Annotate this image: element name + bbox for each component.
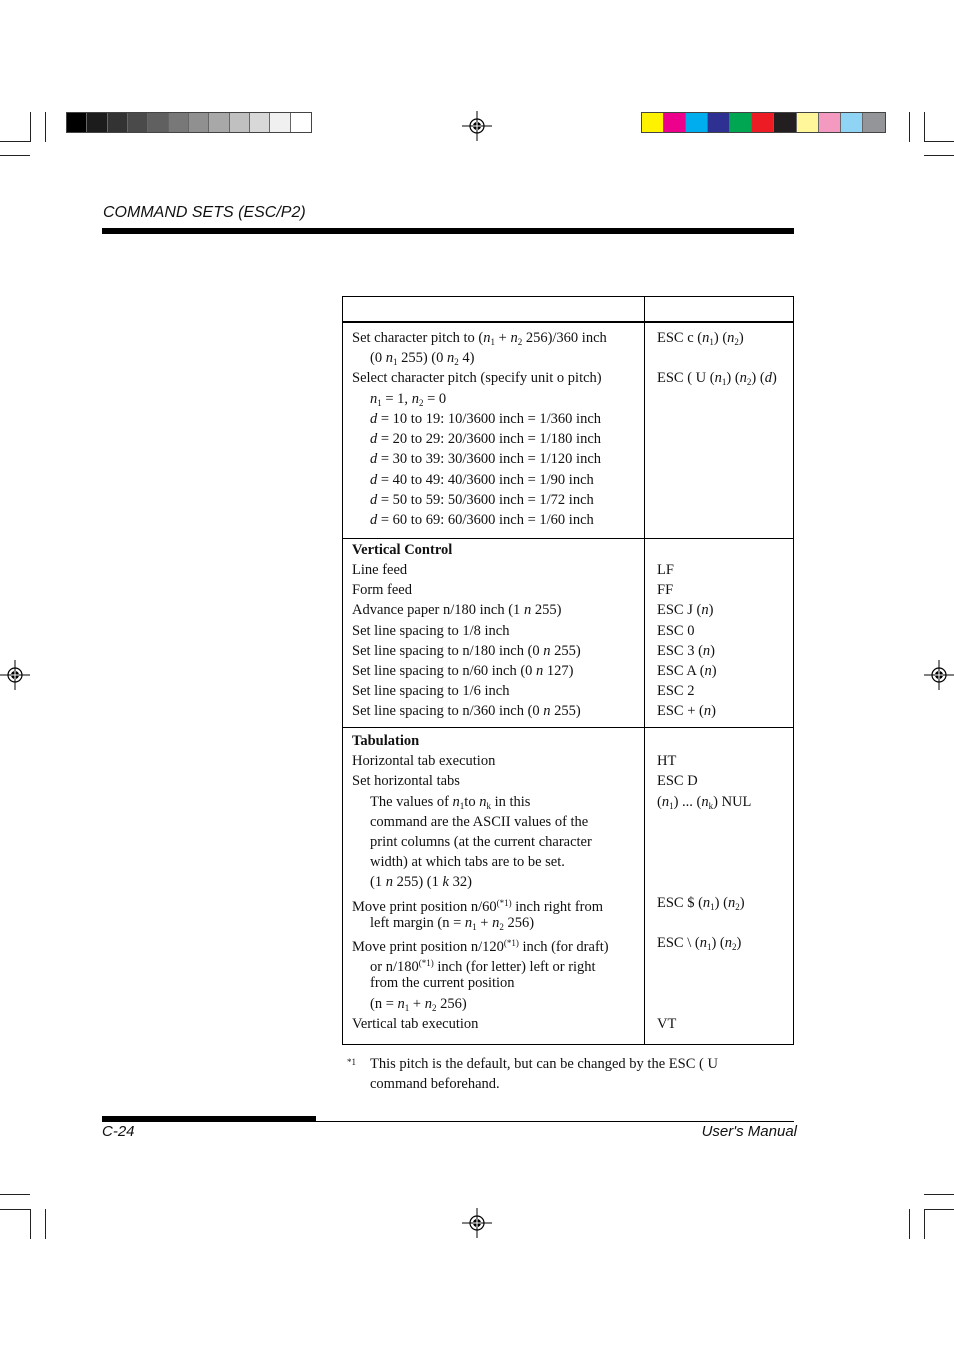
cmd-esc-dollar: ESC $ $(n_1)$ $(n_2)$ (657, 895, 745, 912)
desc-pitch-d-value: d = 50 to 59: 50/3600 inch = 1/72 inch (370, 491, 594, 508)
color-swatch (774, 113, 796, 132)
desc-vertical-item: Advance paper n/180 inch (1 n 255) (352, 602, 562, 619)
cmd-vertical-item: ESC A (n) (657, 663, 717, 679)
color-swatch (148, 113, 168, 132)
crop-mark (924, 155, 954, 156)
crop-mark (924, 1209, 954, 1210)
cmd-vertical-item: ESC J (n) (657, 602, 714, 619)
desc-vertical-item: Line feed (352, 562, 408, 578)
registration-mark-icon (0, 660, 30, 690)
color-swatch (863, 113, 885, 132)
cmd-esc-paren-u: ESC ( U $(n_1)$ $(n_2)$ (d) (657, 370, 777, 387)
desc-tab-values-3: print columns (at the current character (370, 834, 592, 850)
cmd-vertical-item: ESC + (n) (657, 703, 716, 720)
row-divider (343, 538, 793, 539)
color-calibration-bar (641, 112, 886, 133)
registration-mark-icon (462, 1208, 492, 1238)
footnote-line-1: This pitch is the default, but can be changed by the ESC ( U (370, 1056, 718, 1072)
desc-vertical-item: Set line spacing to n/60 inch (0 n 127) (352, 663, 574, 679)
table-header-row (343, 297, 793, 323)
desc-set-character-pitch: Set character pitch to ($n_1 + n_2$ 256)/360 inch (352, 330, 607, 347)
desc-pitch-d-value: d = 30 to 39: 30/3600 inch = 1/120 inch (370, 451, 602, 468)
color-swatch (708, 113, 730, 132)
desc-pitch-range: (0 $n_1$ 255) (0 $n_2$ 4) (370, 350, 475, 367)
color-swatch (230, 113, 250, 132)
cmd-esc-c: ESC c $(n_1)$ $(n_2)$ (657, 330, 744, 347)
footer-rule-thick (102, 1116, 316, 1122)
cmd-vertical-item: ESC 2 (657, 683, 695, 700)
footnote-marker: *1 (347, 1057, 356, 1067)
desc-pitch-d-value: d = 20 to 29: 20/3600 inch = 1/180 inch (370, 431, 602, 448)
crop-mark (0, 1209, 30, 1210)
desc-pitch-d-value: d = 40 to 49: 40/3600 inch = 1/90 inch (370, 471, 594, 488)
column-divider (644, 297, 645, 1044)
page-number: C-24 (102, 1123, 135, 1140)
color-swatch (752, 113, 774, 132)
color-swatch (108, 113, 128, 132)
crop-mark (0, 141, 30, 142)
crop-mark (0, 1194, 30, 1195)
color-swatch (664, 113, 686, 132)
desc-tab-values-2: command are the ASCII values of the (370, 814, 589, 830)
cmd-ht: HT (657, 753, 677, 769)
desc-horizontal-tab: Horizontal tab execution (352, 753, 496, 769)
desc-tab-values-4: width) at which tabs are to be set. (370, 854, 565, 870)
desc-tab-values-range: (1 n 255) (1 k 32) (370, 874, 472, 890)
cmd-vertical-item: LF (657, 562, 674, 578)
crop-mark (0, 155, 30, 156)
desc-move-n120-4: ($n = n_1 + n_2$ 256) (370, 996, 467, 1013)
desc-vertical-tab: Vertical tab execution (352, 1016, 479, 1032)
running-header-title: COMMAND SETS (ESC/P2) (103, 204, 306, 221)
footnote-line-2: command beforehand. (370, 1076, 500, 1092)
crop-mark (924, 141, 954, 142)
desc-set-horizontal-tabs: Set horizontal tabs (352, 773, 460, 789)
cmd-esc-d: ESC D (657, 773, 698, 789)
cmd-esc-backslash: ESC \ $(n_1)$ $(n_2)$ (657, 935, 742, 952)
desc-move-n120-2: or $n/180^{(*1)}$ inch (for letter) left or right (370, 958, 596, 975)
color-swatch (189, 113, 209, 132)
crop-mark (45, 112, 46, 142)
color-swatch (209, 113, 229, 132)
color-swatch (169, 113, 189, 132)
crop-mark (30, 112, 31, 142)
section-heading-vertical-control: Vertical Control (352, 542, 453, 558)
color-swatch (291, 113, 311, 132)
desc-pitch-n-values: $n_1 = 1$, $n_2 = 0$ (370, 391, 447, 408)
desc-tab-values-1: The values of $n_1to$ $n_k$ in this (370, 794, 531, 811)
desc-pitch-d-value: d = 60 to 69: 60/3600 inch = 1/60 inch (370, 512, 594, 528)
color-swatch (841, 113, 863, 132)
cmd-vertical-item: ESC 3 (n) (657, 642, 716, 659)
registration-mark-icon (462, 111, 492, 141)
registration-mark-icon (924, 660, 954, 690)
crop-mark (45, 1209, 46, 1239)
color-swatch (87, 113, 107, 132)
desc-pitch-d-value: d = 10 to 19: 10/3600 inch = 1/360 inch (370, 411, 602, 427)
cmd-tab-values: $(n_1)$ ... $(n_k)$ NUL (657, 794, 752, 811)
crop-mark (924, 112, 925, 142)
cmd-vt: VT (657, 1016, 677, 1032)
color-swatch (730, 113, 752, 132)
cmd-vertical-item: ESC 0 (657, 622, 695, 639)
crop-mark (924, 1194, 954, 1195)
desc-move-n60-2: left margin ($n = n_1 + n_2$ 256) (370, 915, 535, 932)
crop-mark (30, 1209, 31, 1239)
header-rule (102, 228, 794, 234)
row-divider (343, 727, 793, 728)
section-heading-tabulation: Tabulation (352, 733, 420, 749)
color-swatch (642, 113, 664, 132)
desc-vertical-item: Set line spacing to 1/8 inch (352, 622, 510, 639)
grayscale-calibration-bar (66, 112, 312, 133)
desc-vertical-item: Set line spacing to n/360 inch (0 n 255) (352, 703, 581, 720)
color-swatch (250, 113, 270, 132)
crop-mark (924, 1209, 925, 1239)
color-swatch (67, 113, 87, 132)
desc-select-character-pitch: Select character pitch (specify unit o pitch) (352, 370, 602, 386)
desc-move-n120-3: from the current position (370, 975, 515, 991)
color-swatch (128, 113, 148, 132)
cmd-vertical-item: FF (657, 582, 674, 599)
desc-move-n60-1: Move print position $n/60^{(*1)}$ inch right from (352, 898, 604, 915)
desc-vertical-item: Set line spacing to n/180 inch (0 n 255) (352, 642, 581, 659)
crop-mark (909, 1209, 910, 1239)
manual-title: User's Manual (701, 1123, 797, 1140)
color-swatch (270, 113, 290, 132)
color-swatch (797, 113, 819, 132)
color-swatch (819, 113, 841, 132)
desc-vertical-item: Form feed (352, 582, 412, 599)
crop-mark (909, 112, 910, 142)
desc-move-n120-1: Move print position $n/120^{(*1)}$ inch (for draft) (352, 938, 609, 955)
footer-rule-thin (316, 1121, 794, 1122)
desc-vertical-item: Set line spacing to 1/6 inch (352, 683, 510, 700)
color-swatch (686, 113, 708, 132)
